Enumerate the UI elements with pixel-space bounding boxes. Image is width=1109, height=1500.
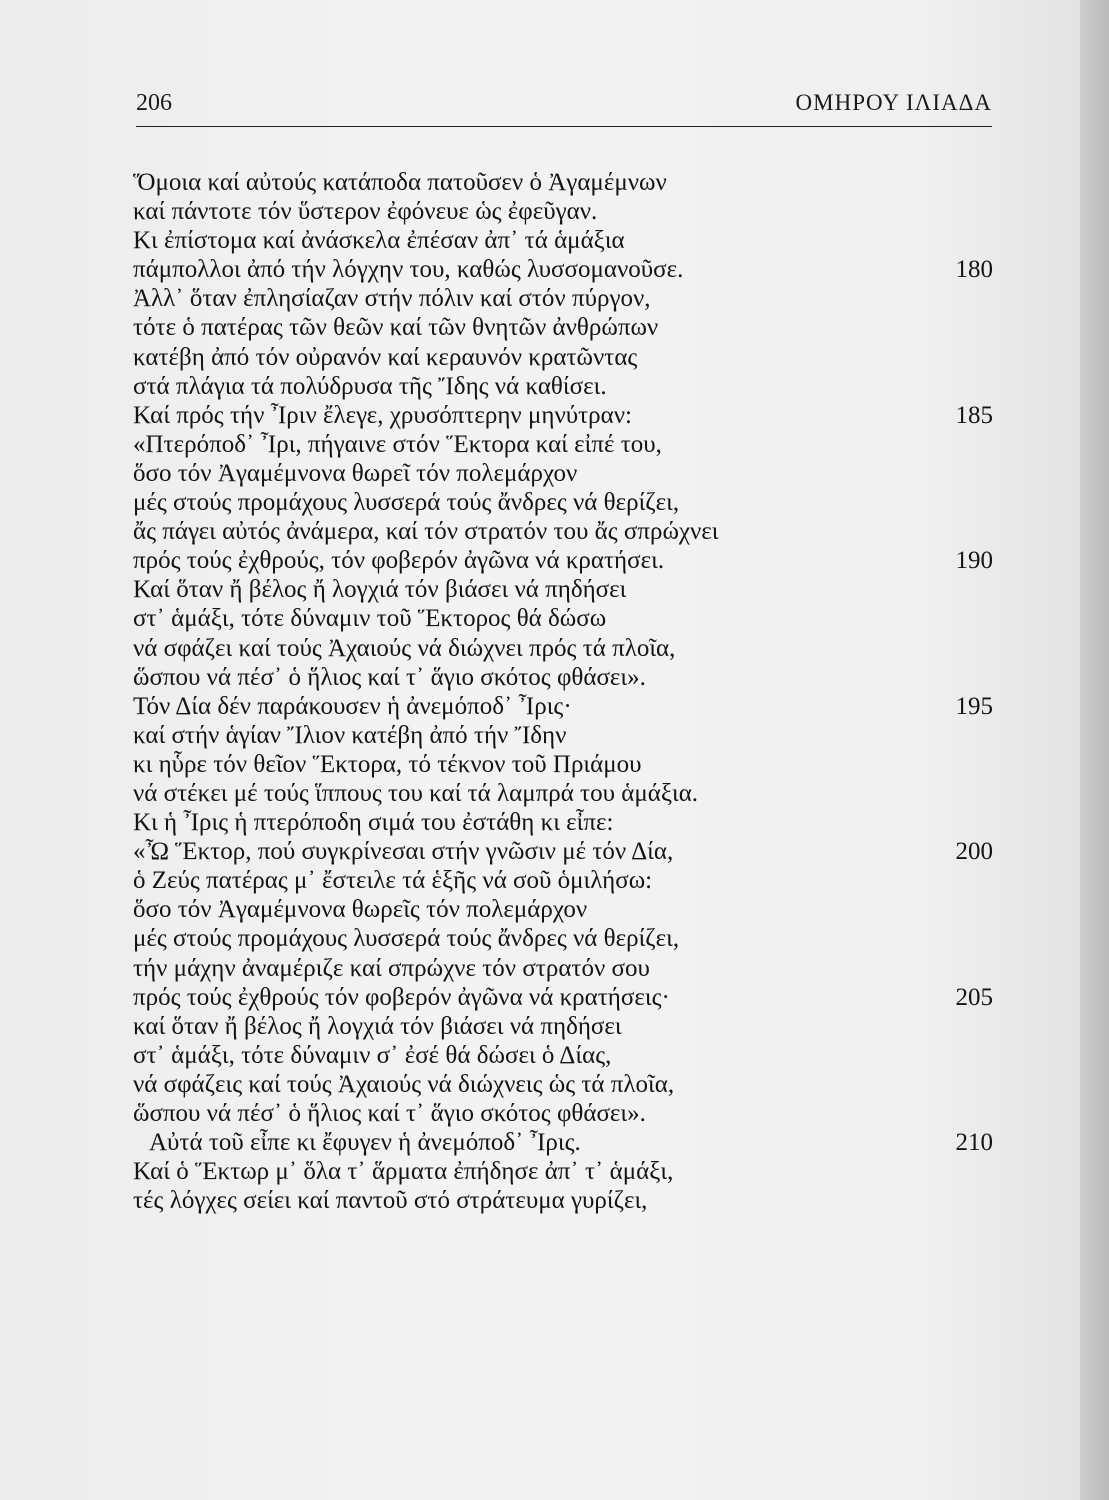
verse-line	[133, 284, 993, 313]
verse-text: «Πτερόποδ᾽ Ἶρι, πήγαινε στόν Ἕκτορα καί εἰπέ του,	[133, 430, 662, 458]
verse-text: ἄς πάγει αὐτός ἀνάμερα, καί τόν στρατόν του ἄς σπρώχνει	[133, 518, 719, 546]
verse-line	[133, 343, 993, 372]
verse-text: Καί ὁ Ἕκτωρ μ᾽ ὅλα τ᾽ ἅρματα ἐπήδησε ἀπ᾽ τ᾽ ἁμάξι,	[133, 1158, 674, 1186]
verse-text: νά στέκει μέ τούς ἵππους του καί τά λαμπρά του ἁμάξια.	[133, 779, 699, 807]
page-number: 206	[136, 90, 172, 116]
verse-line	[133, 372, 993, 401]
verse-text: ὅσο τόν Ἀγαμέμνονα θωρεῖς τόν πολεμάρχον	[133, 896, 588, 924]
verse-text: νά σφάζεις καί τούς Ἀχαιούς νά διώχνεις ὡς τά πλοῖα,	[133, 1070, 675, 1098]
verse-text: Καί πρός τήν Ἶριν ἔλεγε, χρυσόπτερην μηνύτραν:	[133, 401, 632, 429]
verse-text: κι ηὗρε τόν θεῖον Ἕκτορα, τό τέκνον τοῦ Πριάμου	[133, 750, 642, 778]
verse-line	[133, 197, 993, 226]
verse-text: στ᾽ ἁμάξι, τότε δύναμιν τοῦ Ἕκτορος θά δώσω	[133, 605, 607, 633]
verse-line	[133, 983, 993, 1012]
verse-text: Τόν Δία δέν παράκουσεν ἡ ἀνεμόποδ᾽ Ἶρις·	[133, 692, 572, 720]
running-title: ΟΜΗΡΟΥ ΙΛΙΑΔΑ	[795, 90, 992, 115]
verse-text: Κι ἡ Ἶρις ἡ πτερόποδη σιμά του ἐστάθη κι εἶπε:	[133, 809, 614, 837]
page-header	[136, 90, 992, 120]
verse-line	[133, 1099, 993, 1128]
verse-text: νά σφάζει καί τούς Ἀχαιούς νά διώχνει πρός τά πλοῖα,	[133, 634, 676, 662]
verse-line	[133, 255, 993, 284]
verse-line	[133, 837, 993, 866]
line-number: 210	[955, 1129, 993, 1157]
verse-line	[133, 546, 993, 575]
verse-text: πρός τούς ἐχθρούς τόν φοβερόν ἀγῶνα νά κρατήσεις·	[133, 983, 670, 1011]
verse-text: «Ὦ Ἕκτορ, πού συγκρίνεσαι στήν γνῶσιν μέ τόν Δία,	[133, 838, 674, 866]
verse-line	[133, 1128, 993, 1157]
verse-line	[133, 779, 993, 808]
line-number: 180	[955, 256, 993, 284]
verse-text: Ὅμοια καί αὐτούς κατάποδα πατοῦσεν ὁ Ἀγαμέμνων	[133, 169, 667, 196]
verse-text: πρός τούς ἐχθρούς, τόν φοβερόν ἀγῶνα νά κρατήσει.	[133, 547, 665, 575]
verse-text: Αὐτά τοῦ εἶπε κι ἔφυγεν ἡ ἀνεμόποδ᾽ Ἶρις.	[149, 1129, 581, 1157]
poem-text	[133, 168, 993, 1215]
verse-line	[133, 924, 993, 953]
verse-text: ὥσπου νά πέσ᾽ ὁ ἥλιος καί τ᾽ ἅγιο σκότος φθάσει».	[133, 1100, 646, 1127]
verse-line	[133, 575, 993, 604]
verse-text: ὁ Ζεύς πατέρας μ᾽ ἔστειλε τά ἑξῆς νά σοῦ ὁμιλήσω:	[133, 867, 653, 895]
verse-text: στά πλάγια τά πολύδρυσα τῆς Ἴδης νά καθίσει.	[133, 372, 607, 400]
verse-text: Κι ἐπίστομα καί ἀνάσκελα ἐπέσαν ἀπ᾽ τά ἁμάξια	[133, 227, 625, 255]
verse-line	[133, 750, 993, 779]
verse-line	[133, 1070, 993, 1099]
verse-text: μές στούς προμάχους λυσσερά τούς ἄνδρες νά θερίζει,	[133, 489, 680, 517]
verse-line	[133, 1041, 993, 1070]
verse-line	[133, 401, 993, 430]
verse-line	[133, 517, 993, 546]
verse-text: τήν μάχην ἀναμέριζε καί σπρώχνε τόν στρατόν σου	[133, 954, 650, 982]
line-number: 185	[955, 401, 993, 429]
verse-line	[133, 634, 993, 663]
verse-line	[133, 721, 993, 750]
line-number: 200	[955, 838, 993, 866]
verse-line	[133, 866, 993, 895]
verse-line	[133, 954, 993, 983]
verse-text: καί πάντοτε τόν ὕστερον ἐφόνευε ὡς ἐφεῦγαν.	[133, 198, 598, 226]
line-number: 205	[955, 983, 993, 1011]
verse-line	[133, 488, 993, 517]
verse-line	[133, 459, 993, 488]
verse-text: πάμπολλοι ἀπό τήν λόγχην του, καθώς λυσσομανοῦσε.	[133, 256, 684, 284]
verse-text: ὅσο τόν Ἀγαμέμνονα θωρεῖ τόν πολεμάρχον	[133, 459, 578, 487]
verse-line	[133, 168, 993, 197]
verse-line	[133, 663, 993, 692]
verse-line	[133, 313, 993, 342]
verse-line	[133, 692, 993, 721]
verse-text: Ἀλλ᾽ ὅταν ἐπλησίαζαν στήν πόλιν καί στόν πύργον,	[133, 285, 651, 313]
verse-line	[133, 226, 993, 255]
verse-text: καί ὅταν ἤ βέλος ἤ λογχιά τόν βιάσει νά πηδήσει	[133, 1012, 622, 1040]
verse-text: τότε ὁ πατέρας τῶν θεῶν καί τῶν θνητῶν ἀνθρώπων	[133, 314, 659, 342]
verse-line	[133, 1012, 993, 1041]
verse-text: ὥσπου νά πέσ᾽ ὁ ἥλιος καί τ᾽ ἅγιο σκότος φθάσει».	[133, 663, 646, 691]
verse-line	[133, 1186, 993, 1215]
verse-line	[133, 430, 993, 459]
verse-line	[133, 808, 993, 837]
line-number: 195	[955, 692, 993, 720]
verse-line	[133, 895, 993, 924]
verse-text: τές λόγχες σείει καί παντοῦ στό στράτευμα γυρίζει,	[133, 1187, 648, 1215]
line-number: 190	[955, 547, 993, 575]
verse-text: Καί ὅταν ἤ βέλος ἤ λογχιά τόν βιάσει νά πηδήσει	[133, 576, 627, 604]
verse-text: καί στήν ἁγίαν Ἴλιον κατέβη ἀπό τήν Ἴδην	[133, 721, 567, 749]
verse-text: μές στούς προμάχους λυσσερά τούς ἄνδρες νά θερίζει,	[133, 925, 680, 953]
verse-line	[133, 1157, 993, 1186]
header-rule	[136, 126, 992, 127]
verse-text: κατέβη ἀπό τόν οὐρανόν καί κεραυνόν κρατῶντας	[133, 343, 638, 371]
book-spine-shadow	[1080, 0, 1109, 1500]
verse-line	[133, 604, 993, 633]
verse-text: στ᾽ ἁμάξι, τότε δύναμιν σ᾽ ἐσέ θά δώσει ὁ Δίας,	[133, 1041, 612, 1069]
